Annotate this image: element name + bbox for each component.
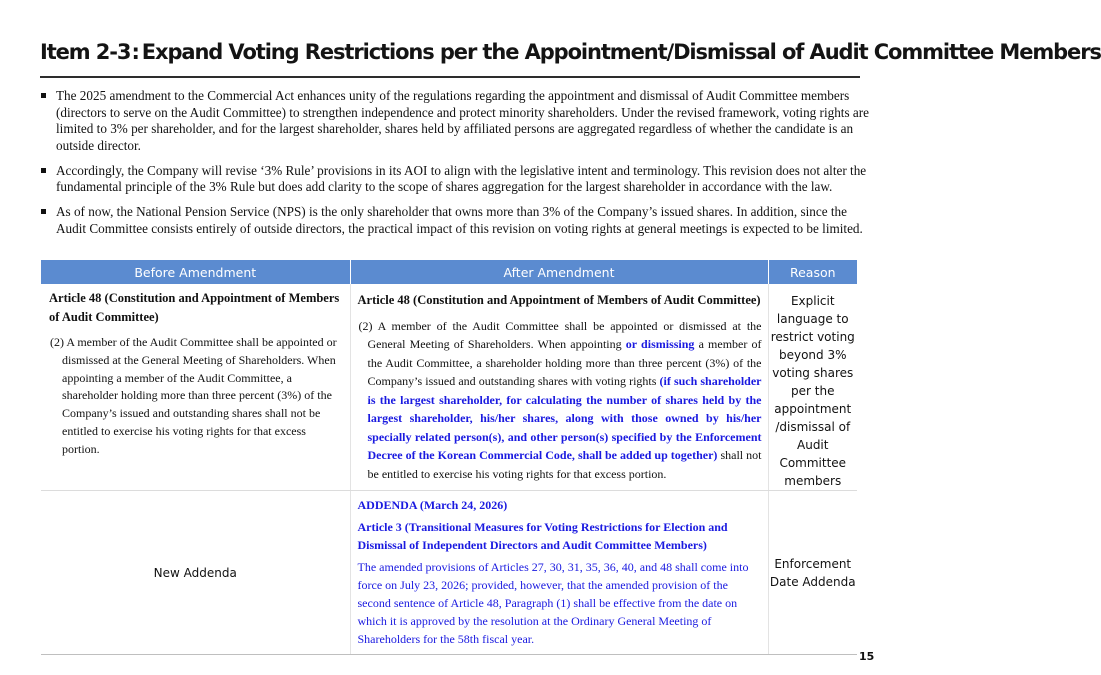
before-cell [41,284,350,491]
reason-cell: Enforcement Date Addenda [768,491,857,655]
bullet-text: Accordingly, the Company will revise ‘3% Rule’ provisions in its AOI to align with the legislative intent and terminology. This revision does not alter the fundamental principle of the 3% Rule but does add clarity to the scope of shares aggregation for the largest shareholder in accordance with the law. [56,162,867,194]
after-highlight-dismissing: or dismissing [625,337,695,351]
addenda-text: The amended provisions of Articles 27, 30, 31, 35, 36, 40, and 48 shall come into force on July 23, 2026; provided, however, that the amended provision of the second sentence of Article 48, Paragraph (1) shall be effective from the date on which it is approved by the resolution at the Ordinary General Meeting of Shareholders for the 58th fiscal year. [357,560,749,646]
after-text-part: a member of the Audit Committee, a shareholder holding more than three percent (3%) of the Company’s issued and outstanding shares with voting rights [367,337,762,388]
bullet-text: The 2025 amendment to the Commercial Act enhances unity of the regulations regarding the appointment and dismissal of Audit Committee members (directors to serve on the Audit Committee) to strengthen independence and protect minority shareholders. Under the revised framework, voting rights are limited to 3% per shareholder, and for the largest shareholder, shares held by affiliated persons are aggregated regardless of whether the candidate is an outside director. [56,88,869,153]
before-article-text: (2) A member of the Audit Committee shall be appointed or dismissed at the General Meeting of Shareholders. When appointing a member of the Audit Committee, a shareholder holding more than three percent (3%) of the Company’s issued and outstanding shares shall not be entitled to exercise his voting rights for that excess portion. [50,335,337,456]
reason-cell: Explicit language to restrict voting beyond 3% voting shares per the appointment /dismissal of Audit Committee members [768,284,857,491]
table-header-row [41,260,857,284]
square-bullet-icon [41,209,46,214]
header-after-amendment: After Amendment [350,260,768,284]
after-highlight-aggregation: (if such shareholder is the largest shareholder, for calculating the number of shares held by the largest shareholder, his/her shares, along with those owned by his/her specially related person(s), and other person(s) specified by the Enforcement Decree of the Korean Commercial Code, shall be added up together) [367,374,762,462]
after-article-heading: Article 48 (Constitution and Appointment of Members of Audit Committee) [357,293,761,307]
addenda-title: ADDENDA (March 24, 2026) [357,498,508,512]
page-title [40,40,1101,64]
item-title-text: Expand Voting Restrictions per the Appointment/Dismissal of Audit Committee Members [141,40,1101,64]
header-reason: Reason [768,260,857,284]
before-article-heading: Article 48 (Constitution and Appointment of Members of Audit Committee) [49,291,340,324]
title-divider [40,76,860,78]
bullet-item [40,163,870,196]
after-article-text [358,317,762,484]
header-before-amendment: Before Amendment [41,260,350,284]
after-text-part: shall not be entitled to exercise his voting rights for that excess portion. [367,448,762,481]
bullet-text: As of now, the National Pension Service (NPS) is the only shareholder that owns more than 3% of the Company’s issued shares. In addition, since the Audit Committee consists entirely of outside directors, the practical impact of this revision on voting rights at general meetings is expected to be limited. [56,204,863,236]
new-addenda-cell: New Addenda [41,491,350,655]
after-cell [350,284,768,491]
square-bullet-icon [41,168,46,173]
addenda-article-heading: Article 3 (Transitional Measures for Voting Restrictions for Election and Dismissal of Independent Directors and Audit Committee Members) [357,520,728,552]
bullet-item [40,204,870,237]
page-number: 15 [859,650,875,663]
title-colon: : [131,40,139,64]
square-bullet-icon [41,93,46,98]
bullet-list [40,88,870,246]
table-row [41,491,857,655]
bullet-item [40,88,870,154]
item-number: Item 2-3 [40,40,131,64]
table-row [41,284,857,491]
after-text-part: (2) A member of the Audit Committee shall be appointed or dismissed at the General Meeting of Shareholders. When appointing [358,318,762,351]
addenda-cell [350,491,768,655]
amendment-table [41,260,857,655]
